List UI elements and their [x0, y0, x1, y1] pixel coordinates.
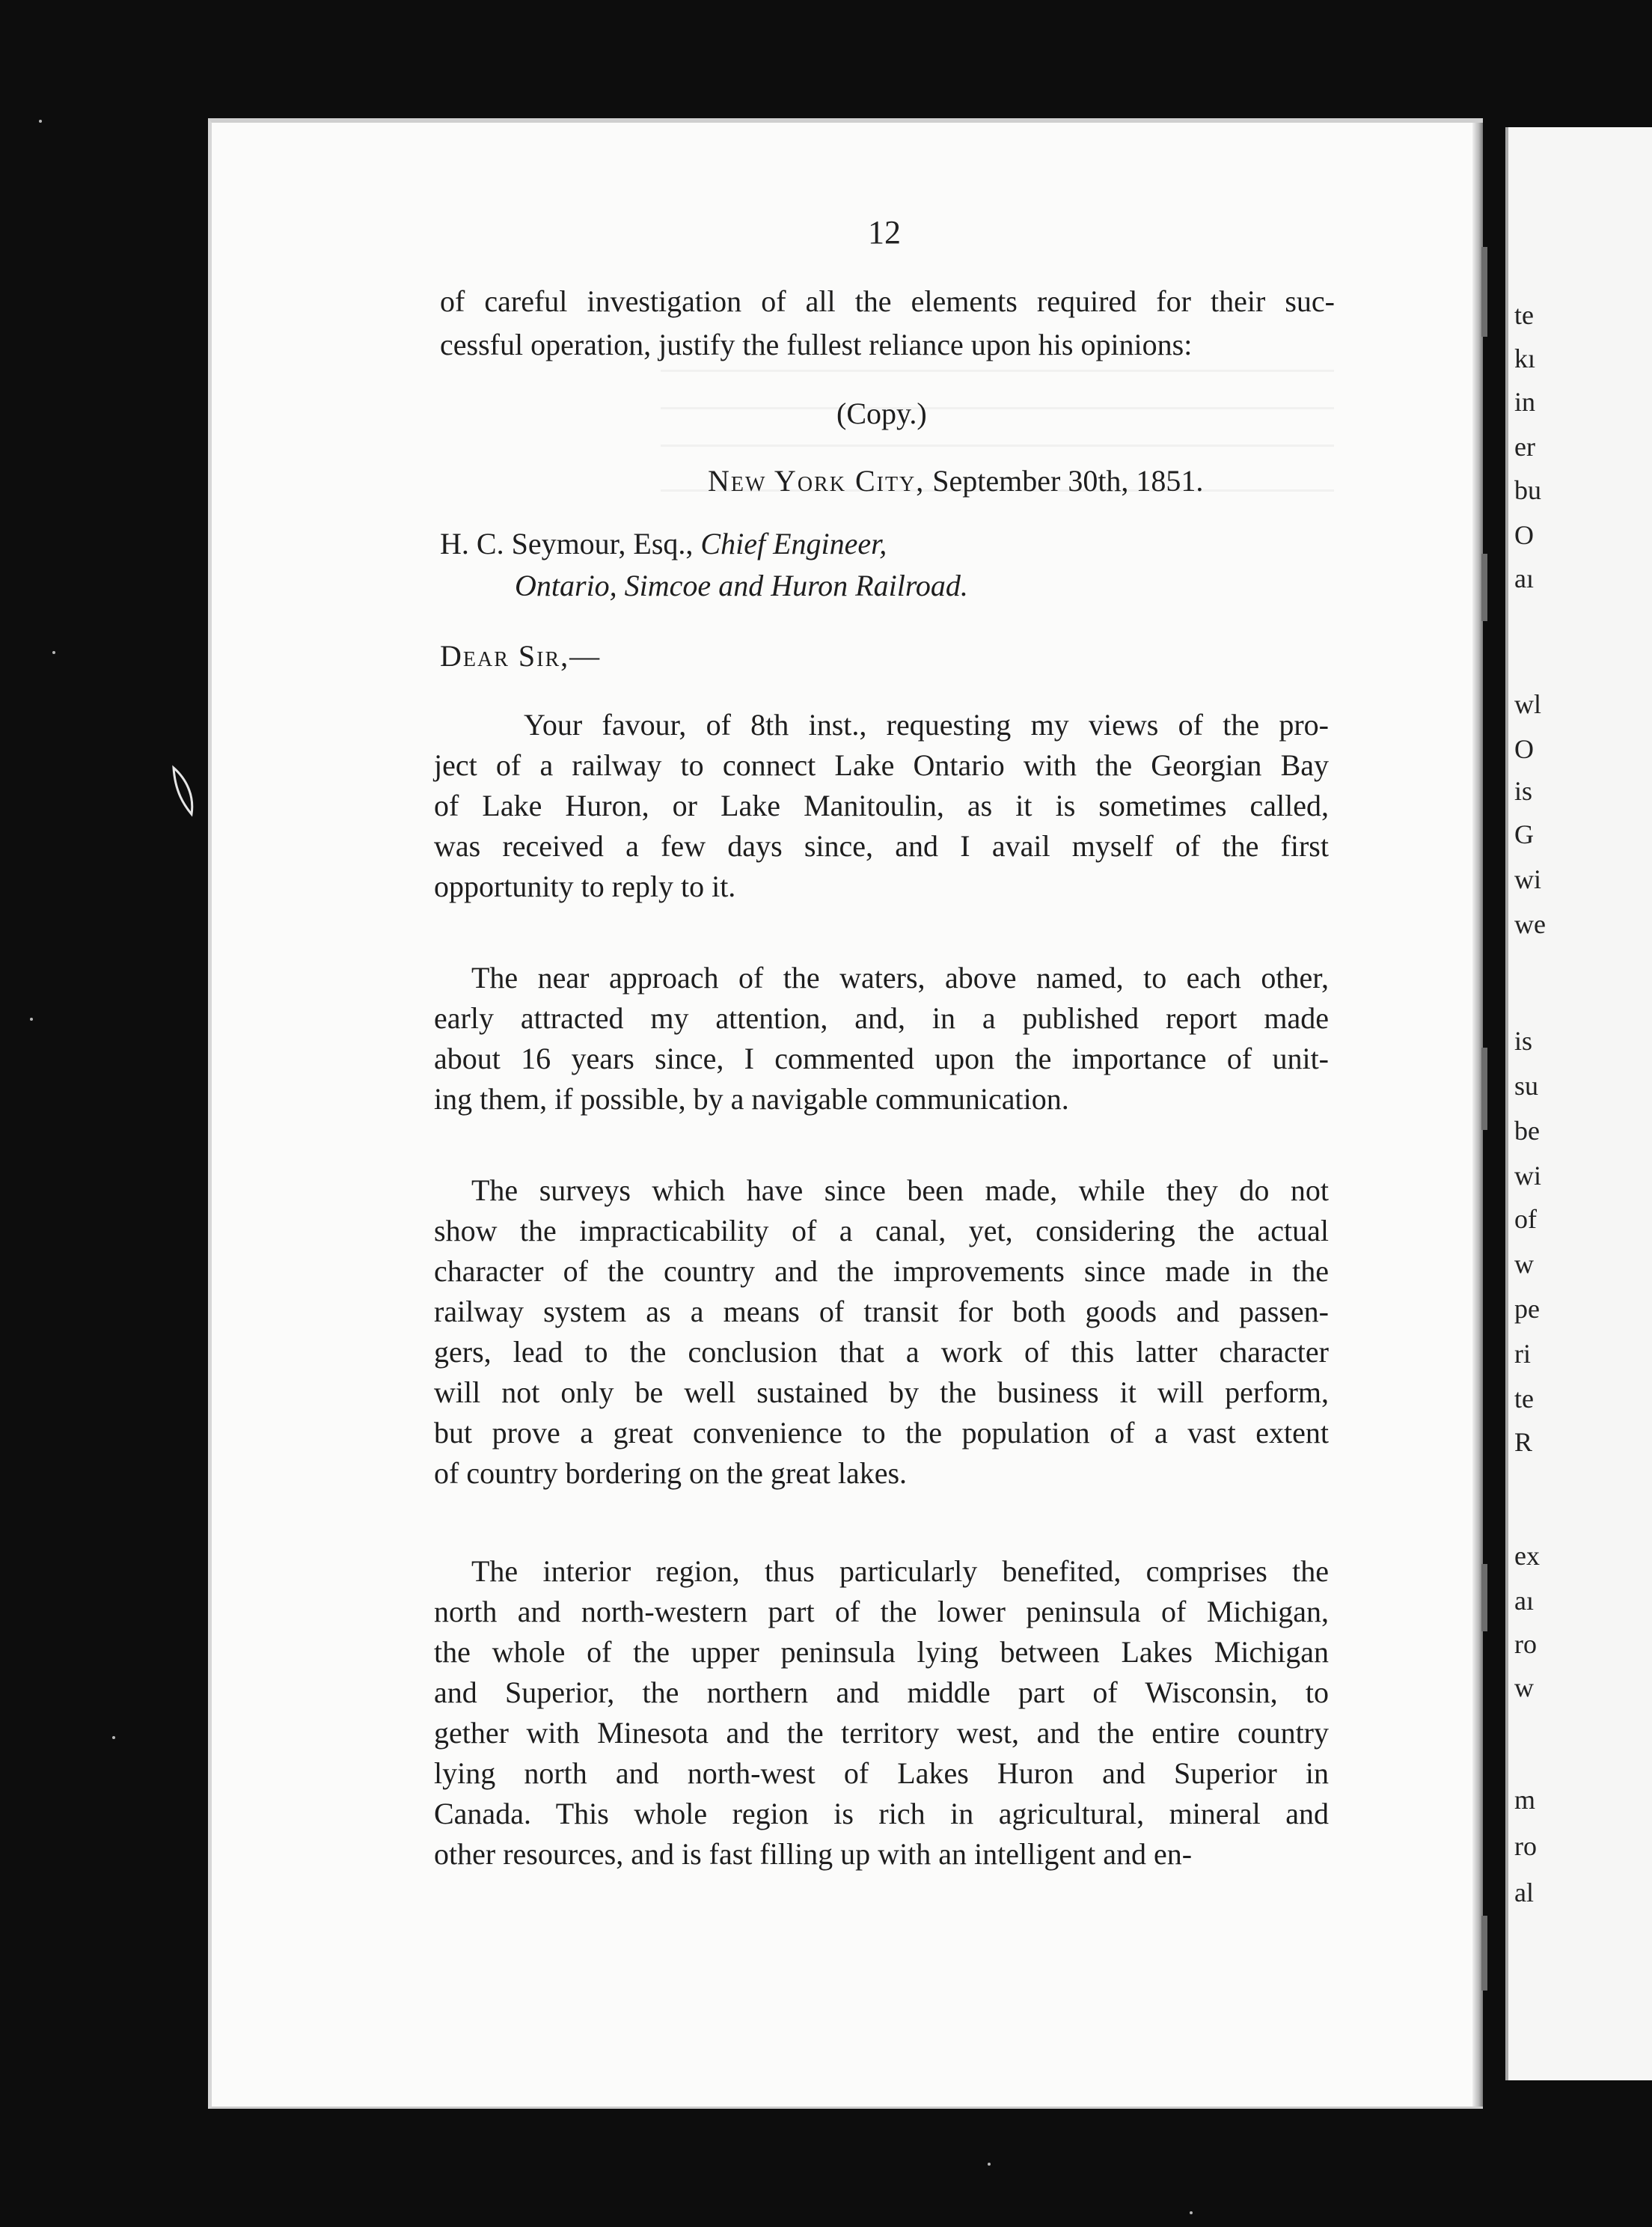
- intro-line-1: of careful investigation of all the elements required for their suc-: [440, 284, 1335, 318]
- facing-fragment: O: [1514, 520, 1534, 550]
- facing-fragment: ri: [1514, 1339, 1531, 1369]
- paragraph-4-line-3: the whole of the upper peninsula lying between Lakes Michigan: [434, 1635, 1329, 1669]
- paragraph-3-line-4: railway system as a means of transit for both goods and passen-: [434, 1295, 1329, 1328]
- paragraph-4-line-2: north and north-western part of the lower peninsula of Michigan,: [434, 1595, 1329, 1628]
- paragraph-4-line-1: The interior region, thus particularly benefited, comprises the: [471, 1554, 1329, 1588]
- paragraph-1-line-1: Your favour, of 8th inst., requesting my views of the pro-: [524, 708, 1329, 742]
- paragraph-3-line-5: gers, lead to the conclusion that a work of this latter character: [434, 1335, 1329, 1369]
- facing-fragment: wi: [1514, 1161, 1541, 1191]
- facing-fragment: pe: [1514, 1294, 1540, 1324]
- paragraph-4-line-4: and Superior, the northern and middle part of Wisconsin, to: [434, 1675, 1329, 1709]
- facing-fragment: te: [1514, 300, 1534, 330]
- show-through-text: [661, 370, 1334, 372]
- paragraph-3-line-6: will not only be well sustained by the business it will perform,: [434, 1375, 1329, 1409]
- dateline-place: New York City,: [708, 464, 926, 498]
- facing-fragment: G: [1514, 819, 1534, 849]
- facing-fragment: O: [1514, 734, 1534, 764]
- page-tab-mark: [169, 765, 199, 819]
- dateline: [708, 462, 1203, 500]
- facing-fragment: su: [1514, 1071, 1539, 1101]
- paragraph-2-line-4: ing them, if possible, by a navigable communication.: [434, 1082, 1069, 1116]
- binding-thread: [1481, 1048, 1487, 1130]
- paragraph-3-line-1: The surveys which have since been made, while they do not: [471, 1173, 1329, 1207]
- salutation: Dear Sir,—: [440, 639, 602, 673]
- paragraph-1-line-5: opportunity to reply to it.: [434, 870, 736, 903]
- address-line-1: [440, 525, 887, 563]
- facing-fragment: er: [1514, 432, 1535, 462]
- facing-fragment: wl: [1514, 689, 1541, 719]
- dust-speck: [39, 120, 42, 123]
- show-through-text: [661, 407, 1334, 409]
- facing-fragment: ro: [1514, 1629, 1537, 1659]
- facing-fragment: of: [1514, 1204, 1537, 1234]
- facing-fragment: al: [1514, 1878, 1534, 1907]
- dust-speck: [988, 2163, 991, 2166]
- copy-label: (Copy.): [836, 397, 927, 430]
- paragraph-4-line-7: Canada. This whole region is rich in agricultural, mineral and: [434, 1797, 1329, 1830]
- paragraph-2-line-2: early attracted my attention, and, in a published report made: [434, 1001, 1329, 1035]
- paragraph-3-line-2: show the impracticability of a canal, yet, considering the actual: [434, 1214, 1329, 1247]
- paragraph-2-line-1: The near approach of the waters, above named, to each other,: [471, 961, 1329, 995]
- binding-thread: [1481, 554, 1487, 621]
- paragraph-3-line-7: but prove a great convenience to the population of a vast extent: [434, 1416, 1329, 1449]
- facing-fragment: R: [1514, 1427, 1533, 1457]
- facing-fragment: m: [1514, 1785, 1536, 1815]
- facing-fragment: is: [1514, 1026, 1533, 1056]
- binding-thread: [1481, 1564, 1487, 1631]
- paragraph-3-line-8: of country bordering on the great lakes.: [434, 1456, 908, 1490]
- facing-fragment: we: [1514, 909, 1546, 939]
- dust-speck: [30, 1018, 33, 1021]
- dust-speck: [112, 1736, 115, 1739]
- recipient-title: Chief Engineer,: [700, 527, 887, 560]
- facing-fragment: ex: [1514, 1541, 1540, 1571]
- intro-line-2: cessful operation, justify the fullest reliance upon his opinions:: [440, 328, 1193, 361]
- facing-fragment: be: [1514, 1116, 1540, 1146]
- facing-page: [1505, 127, 1652, 2080]
- dust-speck: [1190, 2211, 1193, 2214]
- facing-fragment: aı: [1514, 563, 1534, 593]
- paragraph-1-line-3: of Lake Huron, or Lake Manitoulin, as it is sometimes called,: [434, 789, 1329, 822]
- binding-thread: [1481, 247, 1487, 337]
- facing-fragment: kı: [1514, 343, 1536, 373]
- facing-fragment: te: [1514, 1384, 1534, 1414]
- facing-fragment: w: [1514, 1672, 1534, 1702]
- dust-speck: [52, 651, 55, 654]
- recipient-name: H. C. Seymour, Esq.,: [440, 527, 694, 560]
- facing-fragment: is: [1514, 776, 1533, 806]
- facing-fragment: in: [1514, 387, 1536, 417]
- paragraph-4-line-5: gether with Minesota and the territory west, and the entire country: [434, 1716, 1329, 1750]
- dateline-date: September 30th, 1851.: [932, 464, 1204, 498]
- page-number: 12: [868, 214, 901, 251]
- paragraph-1-line-4: was received a few days since, and I avail myself of the first: [434, 829, 1329, 863]
- paragraph-1-line-2: ject of a railway to connect Lake Ontario with the Georgian Bay: [434, 748, 1329, 782]
- facing-fragment: ro: [1514, 1831, 1537, 1861]
- recipient-company: Ontario, Simcoe and Huron Railroad.: [515, 569, 968, 602]
- facing-fragment: bu: [1514, 475, 1541, 505]
- facing-fragment: wi: [1514, 864, 1541, 894]
- paragraph-4-line-6: lying north and north-west of Lakes Huron and Superior in: [434, 1756, 1329, 1790]
- binding-thread: [1481, 1916, 1487, 1991]
- facing-fragment: aı: [1514, 1586, 1534, 1616]
- paragraph-3-line-3: character of the country and the improvements since made in the: [434, 1254, 1329, 1288]
- facing-fragment: w: [1514, 1249, 1534, 1279]
- paragraph-4-line-8: other resources, and is fast filling up with an intelligent and en-: [434, 1837, 1193, 1871]
- show-through-text: [661, 445, 1334, 447]
- paragraph-2-line-3: about 16 years since, I commented upon the importance of unit-: [434, 1042, 1329, 1075]
